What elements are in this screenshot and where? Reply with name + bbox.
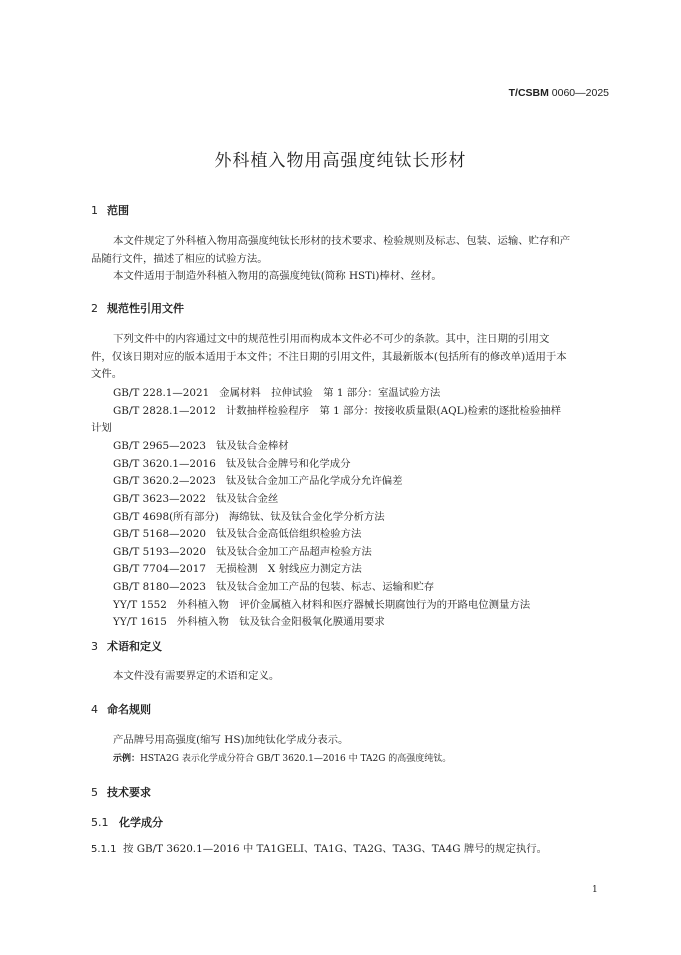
reference-item: YY/T 1552 外科植入物 评价金属植入材料和医疗器械长期腐蚀行为的开路电位测量方法 (113, 599, 531, 611)
reference-item: GB/T 2828.1—2012 计数抽样检验程序 第 1 部分：按接收质量限(AQL)检索的逐批检验抽样 (113, 405, 562, 417)
section-4-heading (91, 701, 151, 717)
reference-item-continued: 计划 (91, 422, 112, 434)
section-1-paragraph-1: 本文件规定了外科植入物用高强度纯钛长形材的技术要求、检验规则及标志、包装、运输、贮存和产 品随行文件，描述了相应的试验方法。 (91, 235, 571, 265)
clause-5-1-1: 5.1.1 按 GB/T 3620.1—2016 中 TA1GELI、TA1G、TA2G、TA3G、TA4G 牌号的规定执行。 (91, 843, 548, 855)
subsection-5-1-heading: 5.1 化学成分 (91, 816, 163, 829)
section-5-heading (91, 784, 151, 800)
section-4-paragraph: 产品牌号用高强度(缩写 HS)加纯钛化学成分表示。 (113, 734, 349, 746)
reference-item: GB/T 3620.2—2023 钛及钛合金加工产品化学成分允许偏差 (113, 475, 403, 487)
reference-item: YY/T 1615 外科植入物 钛及钛合金阳极氧化膜通用要求 (113, 616, 385, 628)
section-title: 技术要求 (107, 786, 151, 799)
standard-code-header (509, 87, 609, 99)
document-title: 外科植入物用高强度纯钛长形材 (214, 151, 467, 171)
section-title: 规范性引用文件 (107, 302, 184, 315)
section-title: 命名规则 (107, 703, 151, 716)
section-number: 4 (91, 703, 98, 716)
reference-item: GB/T 8180—2023 钛及钛合金加工产品的包装、标志、运输和贮存 (113, 581, 435, 593)
reference-item: GB/T 5168—2020 钛及钛合金高低倍组织检验方法 (113, 528, 362, 540)
section-number: 5 (91, 786, 98, 799)
section-number: 2 (91, 302, 98, 315)
section-1-heading (91, 202, 129, 218)
section-2-paragraph-1: 下列文件中的内容通过文中的规范性引用而构成本文件必不可少的条款。其中，注日期的引用文 件，仅该日期对应的版本适用于本文件；不注日期的引用文件，其最新版本(包括所有的修改单)适用于本 文件。 (91, 333, 567, 380)
section-title: 术语和定义 (107, 640, 162, 653)
page-number: 1 (592, 885, 598, 895)
section-number: 1 (91, 204, 98, 217)
standard-code-number: 0060—2025 (548, 87, 609, 99)
section-2-heading (91, 300, 184, 316)
section-1-paragraph-2: 本文件适用于制造外科植入物用的高强度纯钛(简称 HSTi)棒材、丝材。 (113, 270, 442, 282)
section-title: 范围 (107, 204, 129, 217)
reference-item: GB/T 3623—2022 钛及钛合金丝 (113, 493, 279, 505)
reference-item: GB/T 7704—2017 无损检测 X 射线应力测定方法 (113, 563, 362, 575)
reference-item: GB/T 5193—2020 钛及钛合金加工产品超声检验方法 (113, 546, 372, 558)
section-3-paragraph: 本文件没有需要界定的术语和定义。 (113, 670, 280, 682)
standard-code-prefix: T/CSBM (508, 87, 549, 99)
example-note: 示例：HSTA2G 表示化学成分符合 GB/T 3620.1—2016 中 TA2G 的高强度纯钛。 (113, 754, 452, 764)
reference-item: GB/T 2965—2023 钛及钛合金棒材 (113, 440, 289, 452)
reference-item: GB/T 3620.1—2016 钛及钛合金牌号和化学成分 (113, 458, 351, 470)
example-label: 示例： (113, 754, 141, 764)
reference-item: GB/T 4698(所有部分) 海绵钛、钛及钛合金化学分析方法 (113, 511, 385, 523)
section-number: 3 (91, 640, 98, 653)
section-3-heading (91, 638, 162, 654)
reference-item: GB/T 228.1—2021 金属材料 拉伸试验 第 1 部分：室温试验方法 (113, 387, 441, 399)
